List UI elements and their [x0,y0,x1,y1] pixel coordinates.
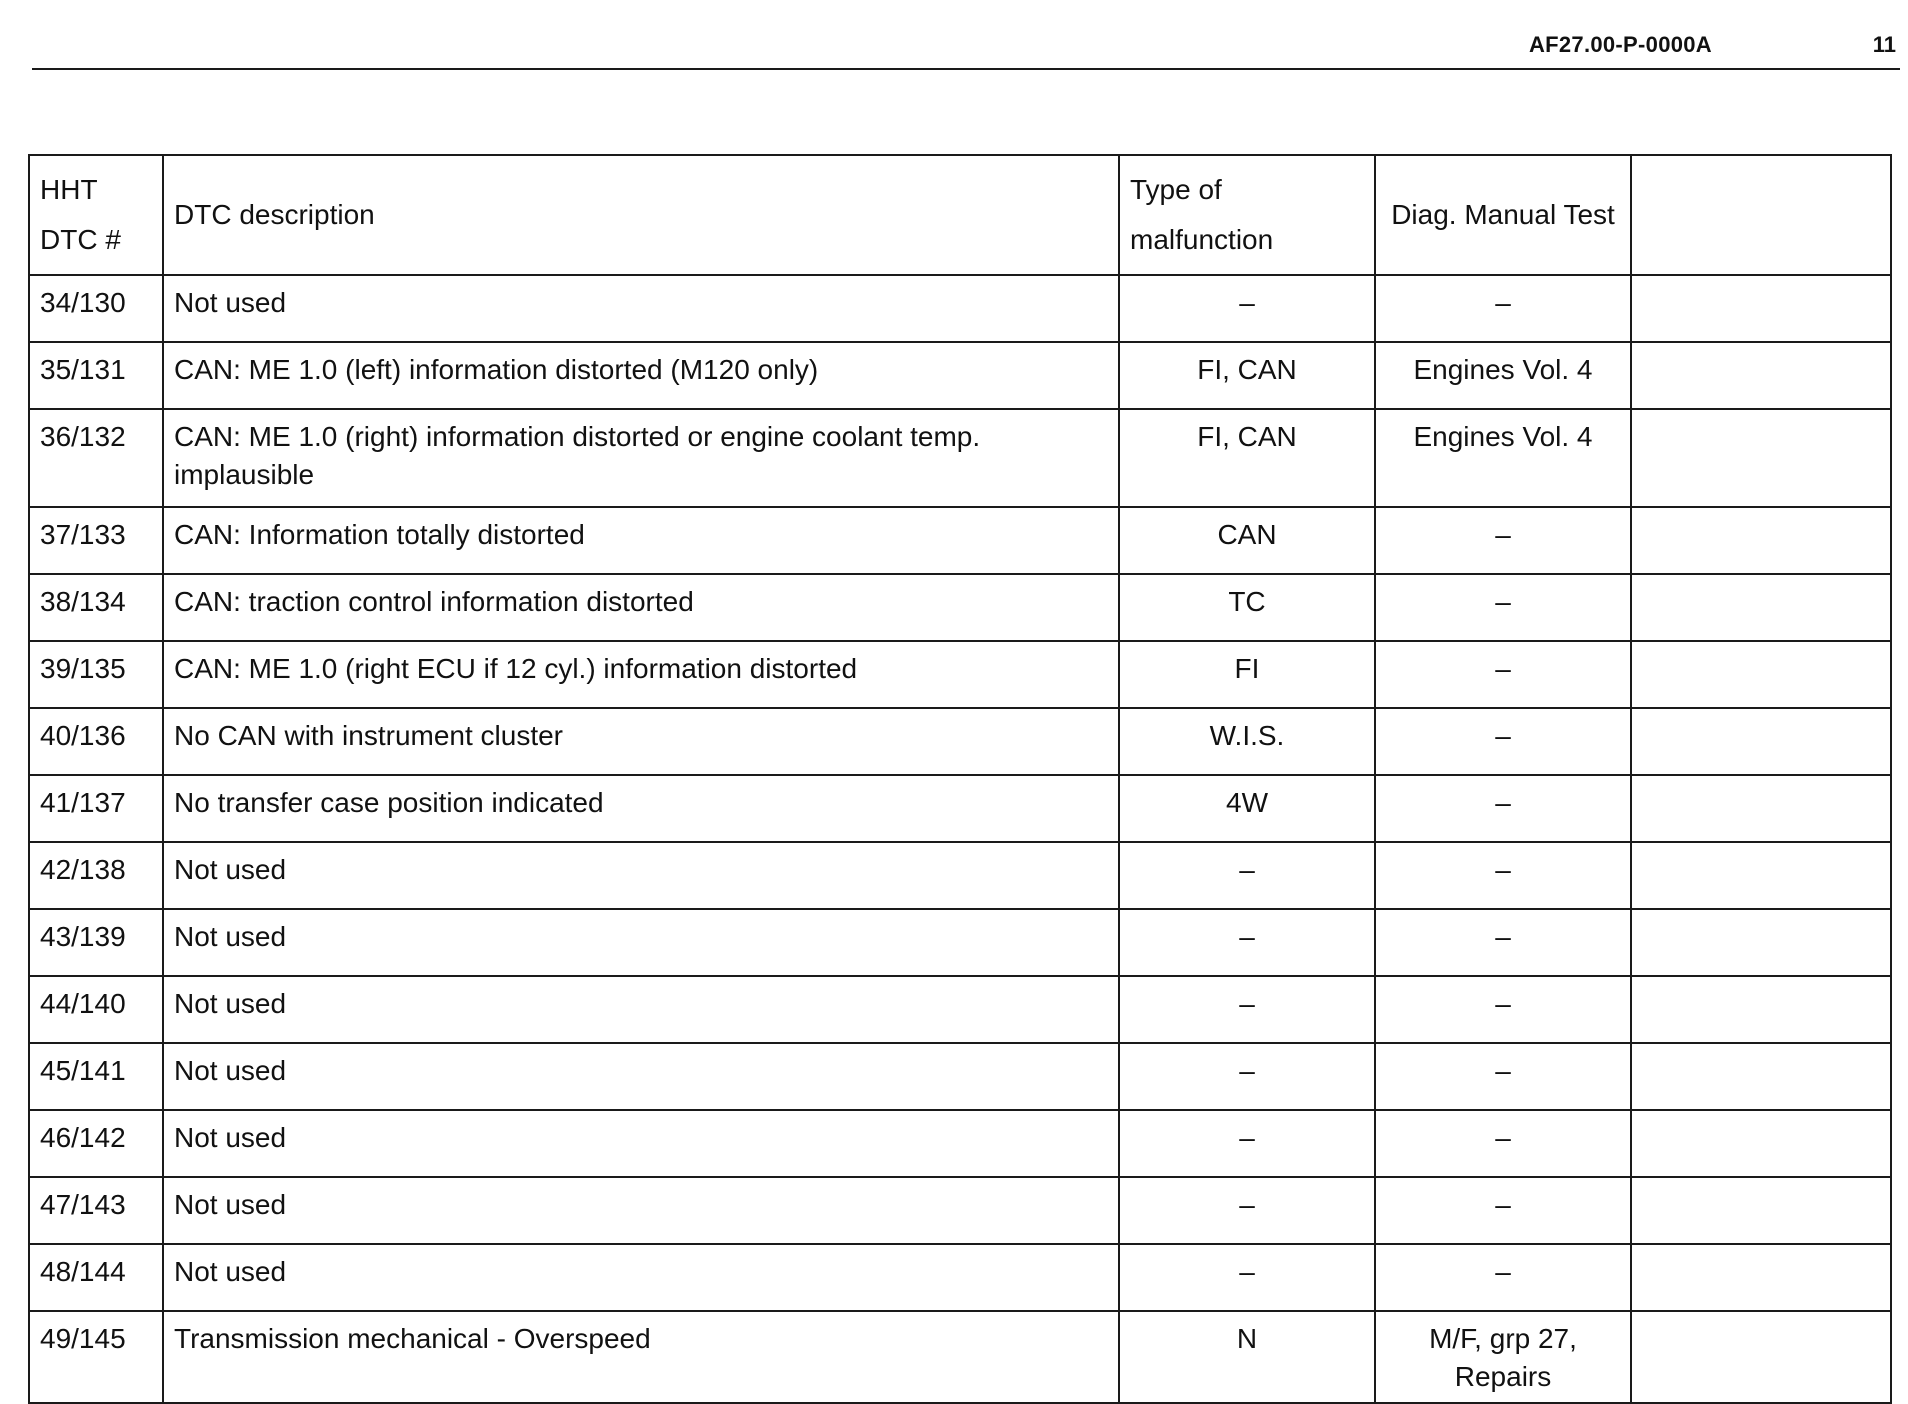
diag-manual-test-cell: M/F, grp 27, Repairs [1375,1311,1631,1403]
dtc-code-cell: 46/142 [29,1110,163,1177]
malfunction-type-cell: FI, CAN [1119,409,1375,507]
diag-manual-test-cell: – [1375,775,1631,842]
page-header [32,22,1900,70]
dtc-description-cell: Not used [163,1244,1119,1311]
diag-manual-test-cell: – [1375,507,1631,574]
dtc-code-cell: 49/145 [29,1311,163,1403]
table-row [29,976,1891,1043]
extra-cell [1631,342,1891,409]
dtc-code-cell: 42/138 [29,842,163,909]
extra-cell [1631,1110,1891,1177]
dtc-code-cell: 47/143 [29,1177,163,1244]
table-row [29,275,1891,342]
dtc-description-cell: CAN: ME 1.0 (right) information distorted or engine coolant temp. implausible [163,409,1119,507]
extra-cell [1631,842,1891,909]
malfunction-type-cell: – [1119,909,1375,976]
dtc-code-cell: 37/133 [29,507,163,574]
dtc-description-cell: CAN: ME 1.0 (left) information distorted (M120 only) [163,342,1119,409]
malfunction-type-cell: FI, CAN [1119,342,1375,409]
extra-cell [1631,409,1891,507]
extra-cell [1631,976,1891,1043]
dtc-description-cell: CAN: traction control information distorted [163,574,1119,641]
table-row [29,1177,1891,1244]
dtc-description-cell: No transfer case position indicated [163,775,1119,842]
dtc-code-cell: 43/139 [29,909,163,976]
malfunction-type-cell: – [1119,1244,1375,1311]
table-row [29,1244,1891,1311]
dtc-description-cell: Not used [163,1177,1119,1244]
dtc-description-cell: Not used [163,1043,1119,1110]
malfunction-type-cell: – [1119,275,1375,342]
diag-manual-test-cell: – [1375,1110,1631,1177]
table-row [29,842,1891,909]
dtc-code-cell: 45/141 [29,1043,163,1110]
table-row [29,708,1891,775]
table-row [29,507,1891,574]
dtc-code-cell: 38/134 [29,574,163,641]
diag-manual-test-cell: – [1375,1043,1631,1110]
diag-manual-test-cell: – [1375,909,1631,976]
extra-cell [1631,1244,1891,1311]
header-extra [1631,155,1891,275]
dtc-code-cell: 36/132 [29,409,163,507]
header-dtc-label: DTC # [40,224,121,255]
dtc-description-cell: Not used [163,842,1119,909]
extra-cell [1631,775,1891,842]
diag-manual-test-cell: Engines Vol. 4 [1375,409,1631,507]
dtc-code-cell: 40/136 [29,708,163,775]
malfunction-type-cell: N [1119,1311,1375,1403]
table-body [29,275,1891,1403]
extra-cell [1631,574,1891,641]
diag-manual-test-cell: – [1375,275,1631,342]
header-type [1119,155,1375,275]
document-code: AF27.00-P-0000A [1528,32,1712,57]
extra-cell [1631,1311,1891,1403]
malfunction-type-cell: 4W [1119,775,1375,842]
diag-manual-test-cell: – [1375,574,1631,641]
dtc-description-cell: CAN: Information totally distorted [163,507,1119,574]
page-number: 11 [1872,32,1896,57]
header-hht-dtc [29,155,163,275]
dtc-code-cell: 48/144 [29,1244,163,1311]
diag-manual-test-cell: – [1375,842,1631,909]
table-row [29,775,1891,842]
diag-manual-test-cell: – [1375,1177,1631,1244]
extra-cell [1631,708,1891,775]
malfunction-type-cell: CAN [1119,507,1375,574]
header-type-line2: malfunction [1130,224,1274,255]
header-diag-manual-test: Diag. Manual Test [1375,155,1631,275]
table-row [29,574,1891,641]
extra-cell [1631,1177,1891,1244]
dtc-description-cell: Transmission mechanical - Overspeed [163,1311,1119,1403]
table-row [29,1110,1891,1177]
extra-cell [1631,641,1891,708]
table-row [29,909,1891,976]
extra-cell [1631,507,1891,574]
malfunction-type-cell: – [1119,1043,1375,1110]
table-row [29,641,1891,708]
dtc-code-cell: 34/130 [29,275,163,342]
dtc-code-cell: 41/137 [29,775,163,842]
dtc-description-cell: Not used [163,275,1119,342]
malfunction-type-cell: – [1119,976,1375,1043]
dtc-description-cell: Not used [163,909,1119,976]
header-description: DTC description [163,155,1119,275]
dtc-code-cell: 44/140 [29,976,163,1043]
diag-manual-test-cell: – [1375,641,1631,708]
table-row [29,409,1891,507]
table-row [29,342,1891,409]
table-row [29,1311,1891,1403]
dtc-code-cell: 39/135 [29,641,163,708]
malfunction-type-cell: – [1119,1110,1375,1177]
dtc-description-cell: Not used [163,1110,1119,1177]
header-type-line1: Type of [1130,174,1222,205]
diag-manual-test-cell: – [1375,976,1631,1043]
extra-cell [1631,275,1891,342]
diag-manual-test-cell: Engines Vol. 4 [1375,342,1631,409]
dtc-table [28,154,1892,1404]
malfunction-type-cell: TC [1119,574,1375,641]
malfunction-type-cell: W.I.S. [1119,708,1375,775]
diag-manual-test-cell: – [1375,708,1631,775]
table-row [29,1043,1891,1110]
malfunction-type-cell: – [1119,1177,1375,1244]
dtc-description-cell: No CAN with instrument cluster [163,708,1119,775]
extra-cell [1631,909,1891,976]
header-hht-label: HHT [40,174,98,205]
malfunction-type-cell: FI [1119,641,1375,708]
table-header-row [29,155,1891,275]
dtc-description-cell: CAN: ME 1.0 (right ECU if 12 cyl.) information distorted [163,641,1119,708]
extra-cell [1631,1043,1891,1110]
dtc-description-cell: Not used [163,976,1119,1043]
diag-manual-test-cell: – [1375,1244,1631,1311]
malfunction-type-cell: – [1119,842,1375,909]
dtc-code-cell: 35/131 [29,342,163,409]
